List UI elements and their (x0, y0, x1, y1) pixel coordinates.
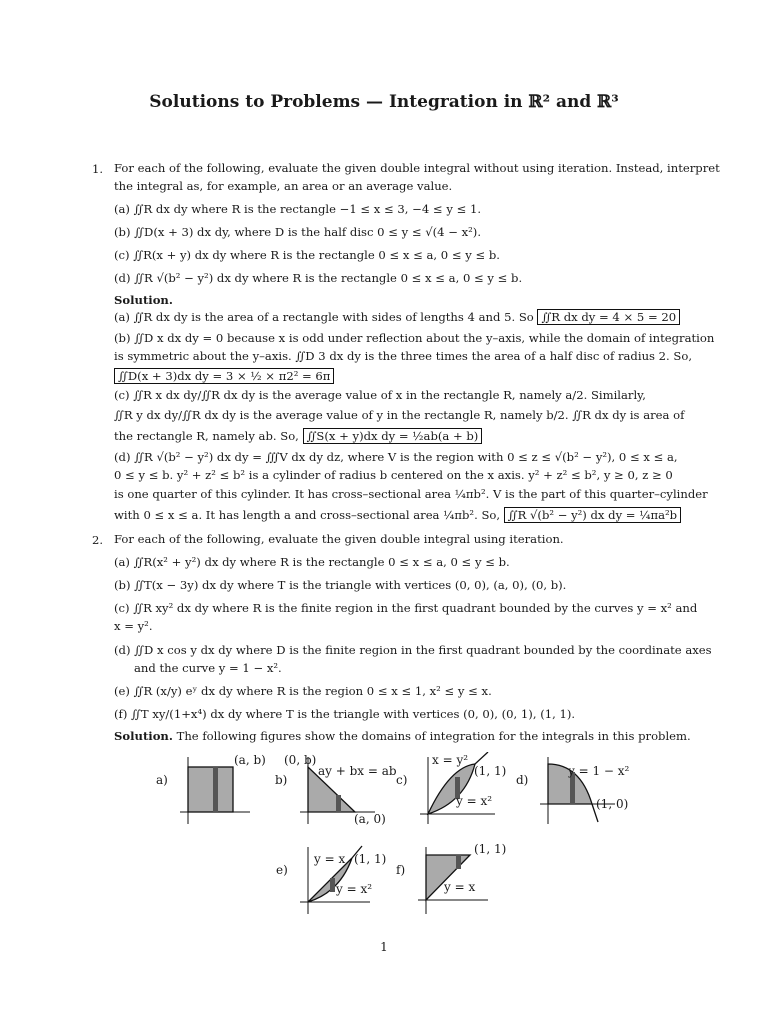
solution-1c-line-3 (114, 428, 680, 446)
figure-e-equation-1: y = x (314, 852, 346, 866)
figure-b-point-label-1: (0, b) (284, 753, 317, 767)
figure-b-point-label-2: (a, 0) (354, 812, 386, 826)
problem-2c-line-2: x = y². (114, 619, 153, 633)
problem-2c-line-1: (c) ∬R xy² dx dy where R is the finite region in the first quadrant bounded by the curves y = x² and (114, 601, 698, 615)
solution-1-label: Solution. (114, 293, 173, 307)
solution-1d-line-2: 0 ≤ y ≤ b. y² + z² ≤ b² is a cylinder of radius b centered on the x axis. y² + z² ≤ b², y ≥ 0, z ≥ 0 (114, 468, 673, 482)
solution-1d-line-1: (d) ∬R √(b² − y²) dx dy = ∭V dx dy dz, where V is the region with 0 ≤ z ≤ √(b² − y²), 0 ≤ x ≤ a, (114, 450, 678, 464)
figure-b-tag: b) (275, 773, 288, 787)
figure-d-equation: y = 1 − x² (568, 764, 630, 778)
figure-f-equation: y = x (444, 880, 476, 894)
figure-c-equation-2: y = x² (456, 794, 493, 808)
problem-2-intro: For each of the following, evaluate the given double integral using iteration. (114, 532, 564, 546)
solution-2 (114, 728, 691, 746)
solution-1d-text: with 0 ≤ x ≤ a. It has length a and cross–sectional area ¼πb². So, (114, 508, 501, 522)
problem-1c: (c) ∬R(x + y) dx dy where R is the rectangle 0 ≤ x ≤ a, 0 ≤ y ≤ b. (114, 248, 500, 262)
solution-2-text: The following figures show the domains of integration for the integrals in this problem. (176, 729, 691, 743)
problem-2f: (f) ∬T xy/(1+x⁴) dx dy where T is the triangle with vertices (0, 0), (0, 1), (1, 1). (114, 707, 576, 721)
figure-c-tag: c) (396, 773, 408, 787)
figure-d-point-label: (1, 0) (596, 797, 629, 811)
figure-f-point-label: (1, 1) (474, 842, 507, 856)
solution-1b-line-2: is symmetric about the y–axis. ∬D 3 dx dy is the three times the area of a half disc of radius 2. So, (114, 349, 693, 363)
page-title: Solutions to Problems — Integration in ℝ² and ℝ³ (149, 92, 619, 112)
solution-1d-answer-box: ∬R √(b² − y²) dx dy = ¼πa²b (504, 507, 681, 523)
problem-1a: (a) ∬R dx dy where R is the rectangle −1 ≤ x ≤ 3, −4 ≤ y ≤ 1. (114, 202, 482, 216)
solution-1b-line-1: (b) ∬D x dx dy = 0 because x is odd under reflection about the y–axis, while the domain of integration (114, 331, 715, 345)
problem-2b: (b) ∬T(x − 3y) dx dy where T is the triangle with vertices (0, 0), (a, 0), (0, b). (114, 578, 567, 592)
figure-e-point-label: (1, 1) (354, 852, 387, 866)
figure-e-equation-2: y = x² (336, 882, 373, 896)
solution-1b-answer-box: ∬D(x + 3)dx dy = 3 × ½ × π2² = 6π (114, 368, 334, 384)
problem-1b: (b) ∬D(x + 3) dx dy, where D is the half disc 0 ≤ y ≤ √(4 − x²). (114, 225, 482, 239)
solution-1a-answer-box: ∬R dx dy = 4 × 5 = 20 (537, 309, 680, 325)
figure-b-equation: ay + bx = ab (318, 764, 397, 778)
problem-2e: (e) ∬R (x/y) eʸ dx dy where R is the region 0 ≤ x ≤ 1, x² ≤ y ≤ x. (114, 684, 492, 698)
figure-c-equation-1: x = y² (432, 753, 469, 767)
problem-2d-line-2: and the curve y = 1 − x². (134, 661, 282, 675)
solution-1c-text: the rectangle R, namely ab. So, (114, 429, 299, 443)
figure-a-point-label: (a, b) (234, 753, 266, 767)
problem-2a: (a) ∬R(x² + y²) dx dy where R is the rectangle 0 ≤ x ≤ a, 0 ≤ y ≤ b. (114, 555, 510, 569)
problem-1-intro-line-2: the integral as, for example, an area or an average value. (114, 179, 453, 193)
solution-1b-line-3 (114, 368, 680, 386)
figure-e-tag: e) (276, 863, 288, 877)
solution-1c-line-2: ∬R y dx dy/∬R dx dy is the average value of y in the rectangle R, namely b/2. ∬R dx dy is area of (114, 408, 685, 422)
figure-a-tag: a) (156, 773, 168, 787)
solution-2-label: Solution. (114, 729, 173, 743)
page-number: 1 (380, 940, 388, 954)
solution-1d-line-3: is one quarter of this cylinder. It has cross–sectional area ¼πb². V is the part of this quarter–cylinder (114, 487, 708, 501)
solution-1a (114, 309, 680, 327)
solution-1c-answer-box: ∬S(x + y)dx dy = ½ab(a + b) (303, 428, 483, 444)
problem-1-intro-line-1: For each of the following, evaluate the given double integral without using iteration. Instead, interpret (114, 161, 720, 175)
problem-2d-line-1: (d) ∬D x cos y dx dy where D is the finite region in the first quadrant bounded by the coordinate axes (114, 643, 712, 657)
figure-f-tag: f) (396, 863, 406, 877)
figure-c-point-label: (1, 1) (474, 764, 507, 778)
solution-1d-line-4 (114, 507, 680, 525)
solution-1a-text: (a) ∬R dx dy is the area of a rectangle with sides of lengths 4 and 5. So (114, 310, 534, 324)
figure-d-tag: d) (516, 773, 529, 787)
solution-1c-line-1: (c) ∬R x dx dy/∬R dx dy is the average value of x in the rectangle R, namely a/2. Similarly, (114, 388, 646, 402)
problem-2-number: 2. (92, 533, 104, 547)
problem-1d: (d) ∬R √(b² − y²) dx dy where R is the rectangle 0 ≤ x ≤ a, 0 ≤ y ≤ b. (114, 271, 523, 285)
problem-1-number: 1. (92, 162, 104, 176)
